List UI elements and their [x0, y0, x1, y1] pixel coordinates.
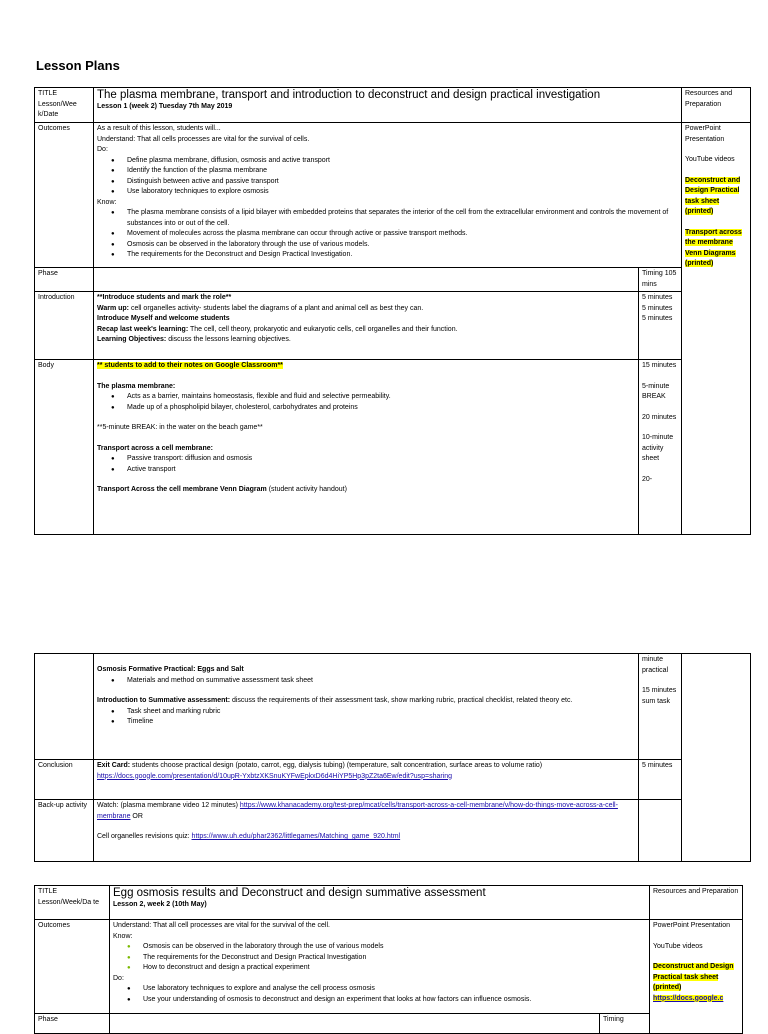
intro-text: The cell, cell theory, prokaryotic and eukaryotic cells, cell organelles and their function.: [188, 325, 458, 333]
label-title: TITLE Lesson/Wee k/Date: [35, 88, 94, 123]
resources-header: Resources and Preparation: [650, 886, 743, 920]
label-backup: Back-up activity: [35, 800, 94, 862]
outcomes-know-label: Know:: [113, 932, 133, 940]
list-item: ● Made up of a phospholipid bilayer, cholesterol, carbohydrates and proteins: [127, 403, 635, 414]
backup-cell: [94, 800, 639, 862]
timing-value: 10-minute activity sheet: [642, 434, 674, 462]
list-item: ● Use laboratory techniques to explore osmosis: [127, 187, 678, 198]
exit-card-label: Exit Card:: [97, 762, 131, 769]
list-item: ● Distinguish between active and passive transport: [127, 177, 678, 188]
exit-card-link[interactable]: https://docs.google.com/presentation/d/10upR-YxbtzXKSnuKYFwEpkxD6d4HiYP5Hp3pZ2ta6Ew/edit?usp=sharing: [97, 772, 453, 780]
body-heading: Transport across a cell membrane:: [97, 444, 213, 452]
resource-highlight: Deconstruct and Design Practical task sheet (printed): [653, 963, 734, 991]
outcomes-do-label: Do:: [97, 146, 108, 153]
intro-timing: 5 minutes 5 minutes 5 minutes: [639, 292, 682, 360]
list-item: ● Identify the function of the plasma membrane: [127, 166, 678, 177]
outcomes-do-label: Do:: [113, 974, 124, 982]
body-notes: ** students to add to their notes on Google Classroom**: [97, 362, 283, 369]
body-heading: The plasma membrane:: [97, 382, 176, 390]
resource-item: PowerPoint Presentation: [653, 922, 731, 929]
resource-item: YouTube videos: [685, 156, 735, 163]
intro-line: Introduce Myself and welcome students: [97, 315, 230, 322]
lesson-heading: Egg osmosis results and Deconstruct and design summative assessment: [113, 887, 486, 899]
list-item: ● Osmosis can be observed in the laboratory through the use of various models.: [127, 240, 678, 251]
outcomes-cell: [94, 123, 682, 268]
intro-line: **Introduce students and mark the role**: [97, 294, 232, 301]
resource-link[interactable]: https://docs.google.c: [653, 994, 724, 1002]
resources-cell: [682, 123, 751, 535]
list-item: ● Task sheet and marking rubric: [127, 707, 635, 718]
lesson2-table: [34, 885, 743, 1034]
label-title: TITLE Lesson/Week/Da te: [35, 886, 110, 920]
backup-text: OR: [130, 812, 143, 820]
body-heading: Introduction to Summative assessment:: [97, 697, 231, 704]
timing-value: 5-minute BREAK: [642, 382, 670, 400]
conclusion-timing: 5 minutes: [639, 760, 682, 800]
khan-link[interactable]: https://www.khanacademy.org/test-prep/mcat/cells/transport-across-a-cell-membrane/v/how-do-things-move-across-a-cell-membrane: [97, 802, 618, 820]
timing-value: 15 minutes: [642, 362, 677, 369]
timing-header: Timing 105 mins: [639, 268, 682, 292]
resource-highlight: Transport across the membrane Venn Diagrams (printed): [685, 228, 742, 267]
outcomes-intro: As a result of this lesson, students will...: [97, 125, 221, 132]
outcomes-cell: [110, 920, 650, 1014]
timing-value: 20 minutes: [642, 413, 677, 421]
outcomes-know-label: Know:: [97, 198, 117, 206]
body-text: (student activity handout): [266, 486, 347, 493]
intro-label: Warm up:: [97, 304, 130, 312]
resource-item: YouTube videos: [653, 942, 703, 950]
list-item: ● Active transport: [127, 465, 635, 476]
list-item: ● Use your understanding of osmosis to deconstruct and design an experiment that looks at how factors can influence osmosis.: [143, 995, 646, 1006]
list-item: ● Define plasma membrane, diffusion, osmosis and active transport: [127, 156, 678, 167]
exit-card-text: students choose practical design (potato, carrot, egg, dialysis tubing) (temperature, salt concentration, surface areas to volume ratio): [130, 762, 543, 769]
list-item: ● Materials and method on summative assessment task sheet: [127, 676, 635, 687]
label-outcomes: Outcomes: [35, 123, 94, 268]
backup-text: Watch: (plasma membrane video 12 minutes): [97, 802, 240, 809]
intro-label: Recap last week's learning:: [97, 325, 189, 333]
intro-text: discuss the lessons learning objectives.: [166, 336, 291, 343]
label-phase: Phase: [35, 268, 94, 292]
list-item: ● Timeline: [127, 717, 635, 728]
label-phase: Phase: [35, 1014, 110, 1034]
timing-header: Timing: [600, 1014, 650, 1034]
body-cell: [94, 360, 639, 535]
list-item: ● Use laboratory techniques to explore and analyse the cell process osmosis: [143, 984, 646, 995]
timing-value: 20-: [642, 475, 653, 483]
body-break: **5-minute BREAK: in the water on the beach game**: [97, 424, 263, 431]
quiz-link[interactable]: https://www.uh.edu/phar2362/littlegames/Matching_game_920.html: [191, 833, 401, 840]
label-introduction: Introduction: [35, 292, 94, 360]
outcomes-understand: Understand: That all cells processes are vital for the survival of cells.: [97, 135, 310, 143]
lesson-subheading: Lesson 1 (week 2) Tuesday 7th May 2019: [97, 103, 233, 110]
lesson-subheading: Lesson 2, week 2 (10th May): [113, 901, 207, 908]
list-item: ● The plasma membrane consists of a lipid bilayer with embedded proteins that separates the interior of the cell from the extracellular environment and controls the movement of substances into or out of the cell.: [127, 208, 678, 229]
lesson1-continued-table: [34, 653, 751, 862]
label-body: Body: [35, 360, 94, 535]
body-heading: Osmosis Formative Practical: Eggs and Salt: [97, 666, 244, 673]
body-heading: Transport Across the cell membrane Venn Diagram: [97, 486, 267, 493]
list-item: ● How to deconstruct and design a practical experiment: [143, 963, 646, 974]
body-text: discuss the requirements of their assessment task, show marking rubric, practical checklist, related theory etc.: [230, 697, 573, 704]
timing-value: minute practical: [642, 656, 669, 674]
list-item: ● Movement of molecules across the plasma membrane can occur through active or passive transport methods.: [127, 229, 678, 240]
list-item: ● Passive transport: diffusion and osmosis: [127, 454, 635, 465]
introduction-cell: [94, 292, 639, 360]
list-item: ● The requirements for the Deconstruct and Design Practical Investigation.: [127, 250, 678, 261]
body-timing: [639, 360, 682, 535]
body-continued-timing: [639, 654, 682, 760]
label-outcomes: Outcomes: [35, 920, 110, 1014]
list-item: ● Acts as a barrier, maintains homeostasis, flexible and fluid and selective permeability.: [127, 392, 635, 403]
outcomes-understand: Understand: That all cell processes are vital for the survival of the cell.: [113, 922, 330, 929]
list-item: ● The requirements for the Deconstruct and Design Practical Investigation: [143, 953, 646, 964]
label-conclusion: Conclusion: [35, 760, 94, 800]
lesson-heading: The plasma membrane, transport and introduction to deconstruct and design practical investigation: [97, 89, 601, 101]
timing-value: 15 minutes sum task: [642, 687, 677, 705]
intro-label: Learning Objectives:: [97, 336, 167, 343]
resource-highlight: Deconstruct and Design Practical task sheet (printed): [685, 176, 741, 215]
resources-header: Resources and Preparation: [682, 88, 751, 123]
resources-cell: [650, 920, 743, 1034]
conclusion-cell: [94, 760, 639, 800]
lesson1-table: [34, 87, 751, 535]
resource-item: PowerPoint Presentation: [685, 125, 725, 143]
page-title: Lesson Plans: [36, 58, 120, 73]
body-continued-cell: [94, 654, 639, 760]
backup-text: Cell organelles revisions quiz:: [97, 833, 192, 840]
intro-text: cell organelles activity- students label the diagrams of a plant and animal cell as best they can.: [129, 304, 424, 312]
list-item: ● Osmosis can be observed in the laboratory through the use of various models: [143, 942, 646, 953]
